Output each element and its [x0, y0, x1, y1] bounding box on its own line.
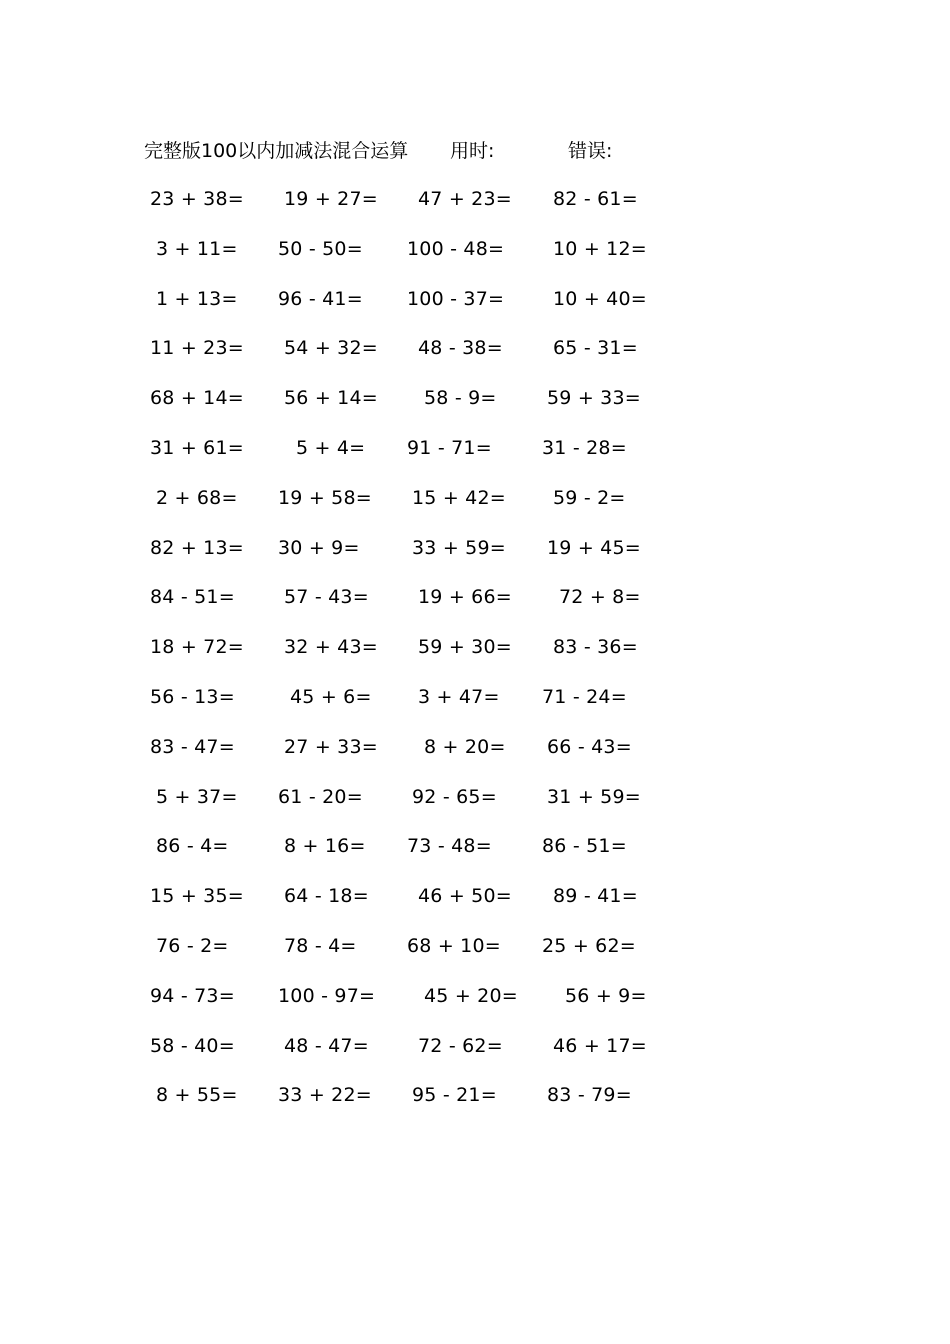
problem-cell: 3 + 11= — [156, 237, 238, 260]
problem-cell: 18 + 72= — [150, 636, 244, 659]
problem-cell: 56 + 14= — [284, 387, 378, 410]
problem-cell: 19 + 66= — [418, 586, 512, 609]
problem-cell: 27 + 33= — [284, 735, 378, 758]
problem-cell: 45 + 20= — [424, 984, 518, 1007]
problem-cell: 46 + 17= — [553, 1034, 647, 1057]
problem-cell: 61 - 20= — [278, 785, 363, 808]
problem-cell: 58 - 9= — [424, 387, 497, 410]
problem-row — [0, 184, 950, 234]
problem-cell: 33 + 59= — [412, 536, 506, 559]
problem-cell: 30 + 9= — [278, 536, 360, 559]
problem-row — [0, 533, 950, 583]
problem-cell: 1 + 13= — [156, 287, 238, 310]
problem-cell: 19 + 27= — [284, 188, 378, 210]
problem-cell: 5 + 4= — [296, 436, 366, 459]
problem-cell: 64 - 18= — [284, 885, 369, 908]
problem-cell: 94 - 73= — [150, 984, 235, 1007]
problem-cell: 32 + 43= — [284, 636, 378, 659]
problem-cell: 95 - 21= — [412, 1084, 497, 1107]
problem-cell: 83 - 47= — [150, 735, 235, 758]
problem-cell: 83 - 36= — [553, 636, 638, 659]
problem-cell: 91 - 71= — [407, 436, 492, 459]
problem-cell: 66 - 43= — [547, 735, 632, 758]
problem-cell: 100 - 48= — [407, 237, 505, 260]
problem-row — [0, 931, 950, 981]
time-label: 用时: — [450, 140, 495, 162]
problem-cell: 82 + 13= — [150, 536, 244, 559]
problem-row — [0, 881, 950, 931]
problem-cell: 48 - 47= — [284, 1034, 369, 1057]
problem-cell: 25 + 62= — [542, 934, 636, 957]
problem-row — [0, 582, 950, 632]
problem-cell: 59 - 2= — [553, 486, 626, 509]
problem-cell: 58 - 40= — [150, 1034, 235, 1057]
problem-cell: 56 - 13= — [150, 685, 235, 708]
problem-cell: 2 + 68= — [156, 486, 238, 509]
problem-cell: 65 - 31= — [553, 337, 638, 360]
problem-row — [0, 234, 950, 284]
problem-cell: 72 - 62= — [418, 1034, 503, 1057]
problem-row — [0, 981, 950, 1031]
problem-cell: 31 + 59= — [547, 785, 641, 808]
problem-cell: 15 + 42= — [412, 486, 506, 509]
problem-cell: 46 + 50= — [418, 885, 512, 908]
problem-cell: 68 + 14= — [150, 387, 244, 410]
problem-cell: 50 - 50= — [278, 237, 363, 260]
problem-row — [0, 284, 950, 334]
problem-row — [0, 782, 950, 832]
problem-row — [0, 682, 950, 732]
problem-row — [0, 383, 950, 433]
problem-cell: 72 + 8= — [559, 586, 641, 609]
problem-cell: 10 + 40= — [553, 287, 647, 310]
problem-cell: 11 + 23= — [150, 337, 244, 360]
problem-cell: 89 - 41= — [553, 885, 638, 908]
problem-cell: 56 + 9= — [565, 984, 647, 1007]
problem-cell: 73 - 48= — [407, 835, 492, 858]
problem-cell: 31 - 28= — [542, 436, 627, 459]
problem-row — [0, 1080, 950, 1130]
error-label: 错误: — [568, 140, 613, 162]
problem-cell: 10 + 12= — [553, 237, 647, 260]
problem-cell: 86 - 51= — [542, 835, 627, 858]
problem-cell: 78 - 4= — [284, 934, 357, 957]
problem-cell: 59 + 33= — [547, 387, 641, 410]
problem-cell: 100 - 37= — [407, 287, 505, 310]
problem-cell: 54 + 32= — [284, 337, 378, 360]
problem-cell: 100 - 97= — [278, 984, 376, 1007]
problem-cell: 82 - 61= — [553, 188, 638, 210]
problem-cell: 57 - 43= — [284, 586, 369, 609]
problem-row — [0, 732, 950, 782]
problem-cell: 8 + 16= — [284, 835, 366, 858]
problem-cell: 59 + 30= — [418, 636, 512, 659]
problem-cell: 96 - 41= — [278, 287, 363, 310]
problem-cell: 5 + 37= — [156, 785, 238, 808]
problem-cell: 76 - 2= — [156, 934, 229, 957]
problem-cell: 45 + 6= — [290, 685, 372, 708]
problem-cell: 83 - 79= — [547, 1084, 632, 1107]
problem-row — [0, 433, 950, 483]
problem-cell: 92 - 65= — [412, 785, 497, 808]
problem-cell: 31 + 61= — [150, 436, 244, 459]
problem-cell: 8 + 20= — [424, 735, 506, 758]
problem-grid — [0, 184, 950, 1130]
problem-cell: 23 + 38= — [150, 188, 244, 210]
problem-cell: 71 - 24= — [542, 685, 627, 708]
problem-cell: 86 - 4= — [156, 835, 229, 858]
problem-row — [0, 1031, 950, 1081]
problem-row — [0, 333, 950, 383]
problem-cell: 8 + 55= — [156, 1084, 238, 1107]
problem-row — [0, 483, 950, 533]
worksheet-title: 完整版100以内加减法混合运算 — [144, 140, 409, 162]
problem-cell: 68 + 10= — [407, 934, 501, 957]
problem-cell: 33 + 22= — [278, 1084, 372, 1107]
problem-cell: 19 + 45= — [547, 536, 641, 559]
problem-row — [0, 831, 950, 881]
problem-cell: 19 + 58= — [278, 486, 372, 509]
problem-cell: 15 + 35= — [150, 885, 244, 908]
problem-cell: 48 - 38= — [418, 337, 503, 360]
problem-cell: 47 + 23= — [418, 188, 512, 210]
problem-row — [0, 632, 950, 682]
problem-cell: 84 - 51= — [150, 586, 235, 609]
problem-cell: 3 + 47= — [418, 685, 500, 708]
